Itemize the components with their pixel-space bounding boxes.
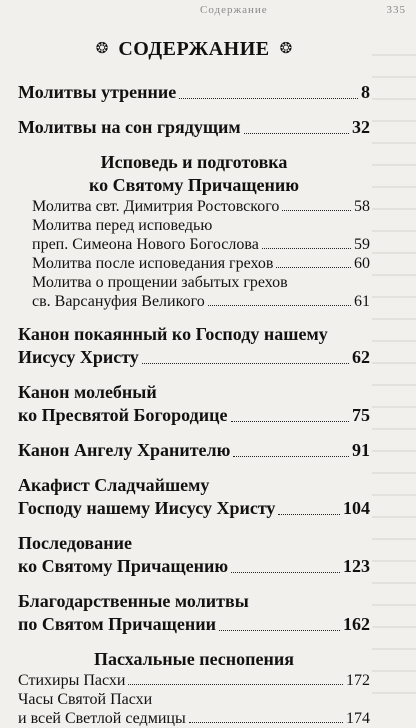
toc-entry-text: Канон Ангелу Хранителю [18, 440, 231, 460]
toc-entry-line: Часы Святой Пасхи [18, 691, 153, 708]
toc-entry-line: Канон покаянный ко Господу нашему [18, 324, 328, 344]
toc-heading [18, 38, 370, 61]
toc-entry-text: по Святом Причащении [18, 614, 216, 634]
section-title-paschal: Пасхальные песнопения [94, 649, 294, 669]
toc-entry-page: 123 [343, 556, 370, 576]
ornament-left-icon: ❂ [95, 41, 109, 57]
section-title-line: Исповедь и подготовка [100, 152, 288, 172]
dot-leader [244, 133, 349, 134]
toc-entry-stichera[interactable] [18, 671, 370, 690]
dot-leader [128, 684, 343, 685]
dot-leader [262, 248, 351, 249]
section-title-line: ко Святому Причащению [88, 175, 300, 195]
toc-entry-page: 162 [343, 614, 370, 634]
toc-entry-page: 75 [352, 405, 370, 425]
toc-entry-page: 32 [352, 117, 370, 137]
toc-entry-text: Господу нашему Иисусу Христу [18, 498, 276, 518]
toc-entry-canon-theotokos[interactable] [18, 381, 370, 427]
toc-entry-hours[interactable] [18, 690, 370, 728]
table-of-contents [18, 38, 370, 728]
toc-entry-text: и всей Светлой седмицы [18, 710, 186, 727]
toc-entry-morning[interactable] [18, 81, 370, 104]
toc-entry-page: 60 [354, 255, 370, 272]
dot-leader [142, 363, 349, 364]
toc-title: СОДЕРЖАНИЕ [118, 38, 270, 60]
toc-entry-text: преп. Симеона Нового Богослова [32, 236, 259, 253]
toc-entry-page: 91 [352, 440, 370, 460]
dot-leader [179, 98, 358, 99]
toc-entry-page: 61 [354, 293, 370, 310]
toc-entry-page: 59 [354, 236, 370, 253]
toc-entry-text: Молитвы утренние [18, 82, 177, 102]
toc-entry-barsanuphius[interactable] [32, 292, 370, 311]
running-head-page-number: 335 [386, 4, 406, 16]
toc-entry-text: Молитва свт. Димитрия Ростовского [32, 198, 280, 215]
toc-entry-line: Последование [18, 533, 132, 553]
toc-entry-thanksgiving[interactable] [18, 590, 370, 636]
toc-entry-dimitry[interactable] [32, 197, 370, 216]
toc-entry-page: 8 [361, 82, 370, 102]
toc-entry-akathist[interactable] [18, 474, 370, 520]
toc-entry-text: св. Варсануфия Великого [32, 293, 205, 310]
section-title-confession [18, 151, 370, 197]
toc-entry-evening[interactable] [18, 116, 370, 139]
toc-entry-line: Благодарственные молитвы [18, 591, 249, 611]
ornament-right-icon: ❂ [279, 41, 293, 57]
dot-leader [231, 421, 350, 422]
running-head [0, 2, 416, 20]
running-head-title: Содержание [200, 4, 268, 16]
toc-entry-page: 58 [354, 198, 370, 215]
dot-leader [219, 630, 340, 631]
dot-leader [189, 722, 343, 723]
toc-entry-after-confession[interactable] [32, 254, 370, 273]
toc-entry-page: 174 [346, 710, 370, 727]
toc-entry-page: 62 [352, 347, 370, 367]
dot-leader [231, 572, 340, 573]
dot-leader [282, 210, 351, 211]
confession-items [18, 197, 370, 311]
toc-entry-text: Молитва после исповедания грехов [32, 255, 274, 272]
toc-entry-line: Акафист Сладчайшему [18, 475, 210, 495]
toc-entry-line[interactable]: Молитва перед исповедью [32, 217, 213, 234]
toc-entry-text: Стихиры Пасхи [18, 672, 126, 689]
toc-entry-canon-penitential[interactable] [18, 323, 370, 369]
toc-entry-line: Канон молебный [18, 382, 157, 402]
toc-entry-rule[interactable] [18, 532, 370, 578]
toc-entry-page: 104 [343, 498, 370, 518]
dot-leader [278, 514, 340, 515]
facing-page-bleed [372, 40, 416, 700]
dot-leader [276, 267, 351, 268]
toc-entry-line[interactable]: Молитва о прощении забытых грехов [32, 274, 288, 291]
toc-entry-canon-angel[interactable] [18, 439, 370, 462]
dot-leader [208, 305, 351, 306]
toc-entry-page: 172 [346, 672, 370, 689]
toc-entry-text: ко Святому Причащению [18, 556, 229, 576]
toc-entry-simeon[interactable] [32, 235, 370, 254]
toc-entry-text: Иисусу Христу [18, 347, 139, 367]
toc-entry-text: Молитвы на сон грядущим [18, 117, 241, 137]
dot-leader [233, 456, 349, 457]
paschal-items [18, 671, 370, 728]
toc-entry-text: ко Пресвятой Богородице [18, 405, 228, 425]
